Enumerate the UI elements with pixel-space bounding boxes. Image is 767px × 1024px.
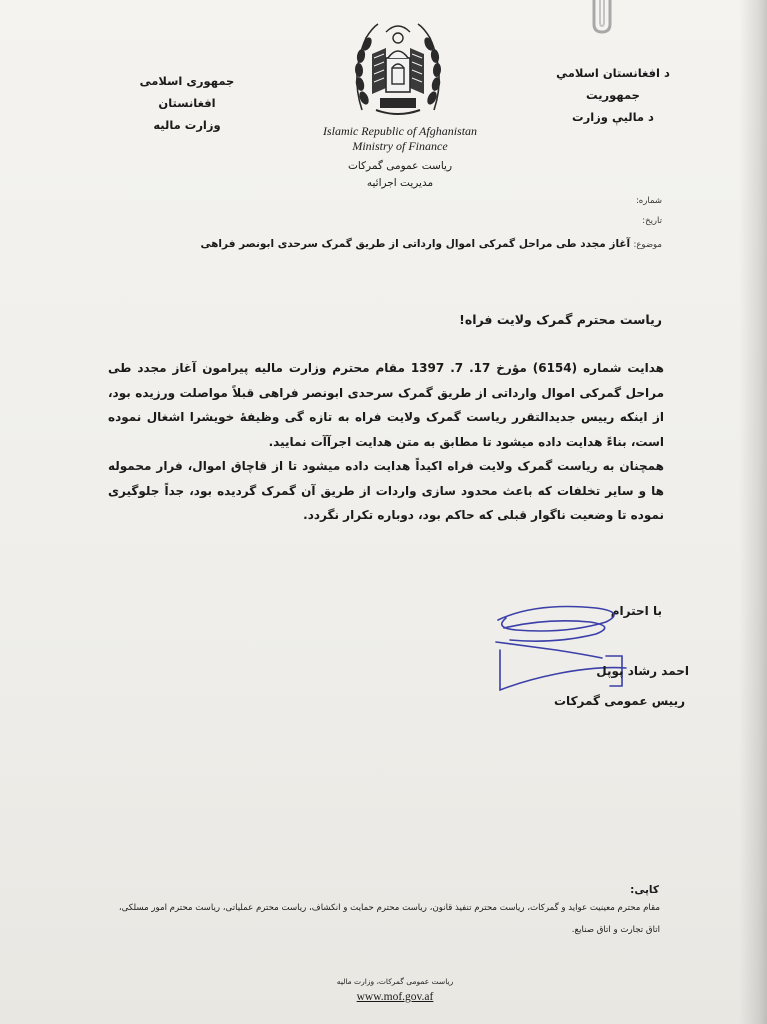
dept-line2: مديريت اجرائيه [366, 177, 434, 189]
paperclip-icon [588, 0, 618, 36]
dari-header [112, 70, 262, 136]
pashto-header-line1: د افغانستان اسلامي جمهوريت [556, 66, 670, 102]
body-paragraph-1: هدايت شماره (6154) مؤرخ 17. 7. 1397 مقام محترم وزارت ماليه پيرامون آغاز مجدد طی مراحل گمرکی اموال وارداتی از طريق گمرک سرحدی ابونصر فراهی قبلاً مواصلت ورزيده بود، از اينکه ريیس جديدالتقرر رياست گمرک ولايت فراه به تازه گی وظيفهٔ خويشرا اشغال نموده است، بناءً هدايت داده ميشود تا مطابق به متن هدايت اجرآآت نماييد. [108, 361, 664, 449]
dept-line1: رياست عمومی گمرکات [347, 160, 453, 172]
page-edge-shadow [739, 0, 767, 1024]
salutation: رياست محترم گمرک ولايت فراه! [459, 312, 662, 327]
signer-title: ريیس عمومی گمرکات [554, 694, 685, 708]
dari-header-line2: وزارت ماليه [153, 118, 221, 132]
cc-label: کاپی: [630, 884, 659, 896]
letter-subject [142, 238, 662, 250]
closing-respect: با احترام [610, 604, 662, 618]
pashto-header [528, 62, 698, 128]
letter-number-label: شماره: [635, 196, 662, 206]
letter-date-label: تاريخ: [642, 216, 662, 226]
department-header [250, 158, 550, 192]
ministry-title-en [250, 124, 550, 154]
handwritten-signature [486, 600, 636, 696]
cc-line-1: مقام محترم معينيت عوايد و گمرکات، رياست محترم تنفيذ قانون، رياست محترم حمايت و انکشاف، رياست محترم عملياتی، رياست محترم امور مسلکی، [118, 903, 660, 913]
signer-name: احمد رشاد پوپل [596, 664, 689, 678]
body-paragraph-2: همچنان به رياست گمرک ولايت فراه اکيداً هدايت داده ميشود تا از قاچاق اموال، فرار محموله ها و ساير تخلفات که باعث محدود سازی واردات از طريق آن گمرک گرديده بود، جداً جلوگيری نموده تا وضعيت ناگوار قبلی که حاکم بود، دوباره تکرار نگردد. [108, 459, 664, 522]
title-en-line1: Islamic Republic of Afghanistan [322, 124, 478, 138]
footer-website-link[interactable]: www.mof.gov.af [356, 991, 434, 1003]
cc-recipients [100, 897, 660, 941]
pashto-header-line2: د ماليې وزارت [572, 110, 654, 124]
dari-header-line1: جمهوری اسلامی افغانستان [139, 74, 235, 110]
title-en-line2: Ministry of Finance [352, 139, 448, 153]
subject-label: موضوع: [633, 240, 662, 250]
subject-text: آغاز مجدد طی مراحل گمرکی اموال وارداتی از طريق گمرک سرحدی ابونصر فراهی [200, 238, 631, 250]
letter-body [108, 356, 664, 528]
footer-organization: رياست عمومی گمرکات، وزارت ماليه [336, 977, 454, 986]
national-emblem-icon [342, 14, 454, 122]
cc-line-2: اتاق تجارت و اتاق صنايع. [571, 925, 660, 935]
